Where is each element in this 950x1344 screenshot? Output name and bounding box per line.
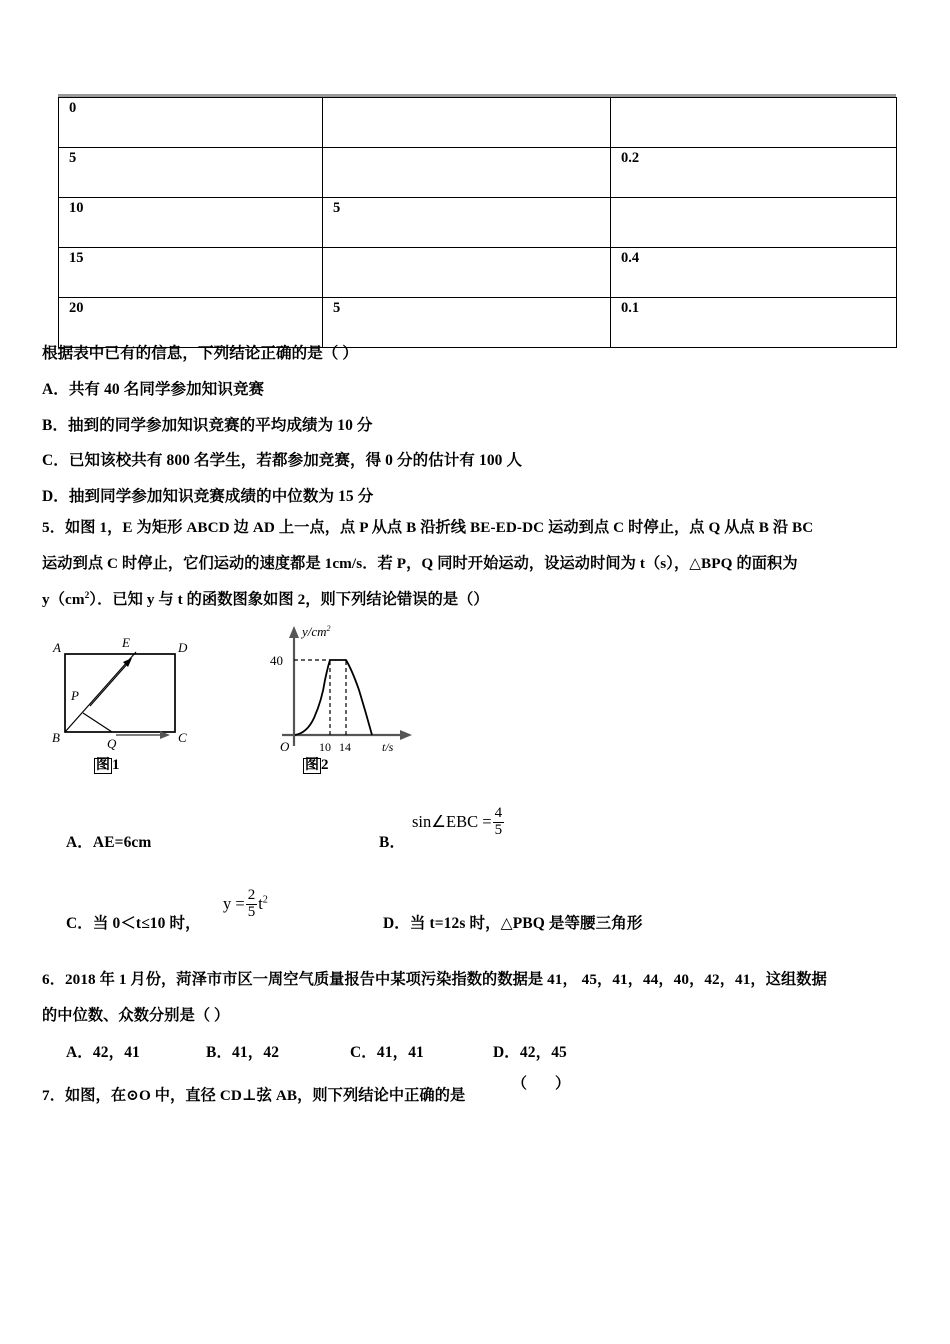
question5-option-a bbox=[66, 830, 151, 852]
rectangle-abcd bbox=[65, 654, 175, 732]
table-cell-frequency bbox=[323, 248, 611, 298]
question5-line2: 运动到点 C 时停止，它们运动的速度都是 1cm/s．若 P，Q 同时开始运动，设运动时间为 t（s），△BPQ 的面积为 bbox=[42, 555, 798, 572]
fraction-denominator: 5 bbox=[494, 821, 503, 838]
figure1-caption-prefix: 图 bbox=[96, 758, 110, 773]
question5-option-d bbox=[383, 911, 642, 933]
question5-option-c-formula-tail: t bbox=[258, 894, 263, 913]
table-cell-score: 10 bbox=[59, 198, 323, 248]
question5-option-b bbox=[379, 830, 405, 852]
question5-option-c-formula bbox=[223, 888, 268, 921]
question5-line3 bbox=[42, 588, 489, 609]
table-cell-score: 15 bbox=[59, 248, 323, 298]
question4-option-c: C．已知该校共有 800 名学生，若都参加竞赛，得 0 分的估计有 100 人 bbox=[42, 452, 523, 469]
arrow-p-path bbox=[90, 662, 129, 706]
table-row bbox=[59, 148, 897, 198]
question5-line3-a: y（cm bbox=[42, 591, 85, 608]
figure2-caption-number: 2 bbox=[321, 757, 329, 773]
fraction-numerator: 2 bbox=[247, 887, 256, 903]
question6-option-c: C．41，41 bbox=[350, 1044, 424, 1061]
table-row bbox=[59, 198, 897, 248]
table-cell-score: 5 bbox=[59, 148, 323, 198]
question4-option-a: A．共有 40 名同学参加知识竞赛 bbox=[42, 381, 265, 398]
y-axis-arrow bbox=[289, 626, 299, 638]
segment-pq bbox=[83, 713, 112, 732]
table-cell-frequency: 5 bbox=[323, 198, 611, 248]
figure1-label-c: C bbox=[178, 730, 187, 745]
question5-option-b-letter: B． bbox=[379, 834, 406, 851]
question7-paren-close: ） bbox=[555, 1076, 571, 1092]
question5-option-c-letter: C． bbox=[66, 915, 93, 932]
figure2-caption-prefix: 图 bbox=[305, 758, 319, 773]
question5-option-a-letter: A． bbox=[66, 834, 93, 851]
table-cell-rate bbox=[611, 98, 897, 148]
question6-option-d: D．42，45 bbox=[493, 1044, 567, 1061]
figure1-label-e: E bbox=[122, 635, 130, 650]
fraction-denominator: 5 bbox=[247, 903, 256, 920]
table-cell-score: 0 bbox=[59, 98, 323, 148]
question5-option-c bbox=[66, 911, 201, 933]
question7-text: 7．如图，在⊙O 中，直径 CD⊥弦 AB，则下列结论中正确的是 bbox=[42, 1087, 466, 1104]
figure2-origin-label: O bbox=[280, 739, 290, 754]
table-row bbox=[59, 98, 897, 148]
question6-option-a: A．42，41 bbox=[66, 1044, 140, 1061]
question5-option-b-formula-lead: sin∠EBC = bbox=[412, 812, 492, 831]
figure2-ytick-40: 40 bbox=[270, 653, 283, 668]
question5-option-c-formula-lead: y = bbox=[223, 894, 245, 913]
figure1-caption bbox=[94, 757, 120, 774]
x-axis-arrow bbox=[400, 730, 412, 740]
table-cell-frequency bbox=[323, 148, 611, 198]
table-row bbox=[59, 298, 897, 348]
curve-y-of-t bbox=[295, 660, 372, 735]
table-cell-frequency bbox=[323, 98, 611, 148]
question6-option-b: B．41，42 bbox=[206, 1044, 280, 1061]
question4-option-d: D．抽到同学参加知识竞赛成绩的中位数为 15 分 bbox=[42, 488, 374, 505]
question5-option-d-letter: D． bbox=[383, 915, 410, 932]
question6-line1: 6．2018 年 1 月份，菏泽市市区一周空气质量报告中某项污染指数的数据是 41， 45，41，44，40，42，41，这组数据 bbox=[42, 971, 827, 988]
question5-option-d-text: 当 t=12s 时，△PBQ 是等腰三角形 bbox=[409, 915, 643, 932]
question6-line2: 的中位数、众数分别是（ ） bbox=[42, 1007, 230, 1024]
figure1-label-b: B bbox=[52, 730, 60, 745]
question5-option-b-formula bbox=[412, 806, 505, 839]
figure1-label-q: Q bbox=[107, 736, 117, 751]
table-cell-frequency: 5 bbox=[323, 298, 611, 348]
figure1-svg bbox=[50, 622, 220, 752]
figure2-x-axis-label: t/s bbox=[382, 740, 394, 754]
figure2-svg bbox=[262, 618, 432, 758]
figure2-caption bbox=[303, 757, 329, 774]
question5-option-a-text: AE=6cm bbox=[92, 834, 152, 851]
figure1-caption-number: 1 bbox=[112, 757, 120, 773]
table-cell-rate bbox=[611, 198, 897, 248]
figure2-chart bbox=[262, 618, 432, 763]
question5-line3-superscript: 2 bbox=[84, 590, 90, 601]
figure1-label-p: P bbox=[71, 688, 79, 703]
question4-option-b: B．抽到的同学参加知识竞赛的平均成绩为 10 分 bbox=[42, 417, 373, 434]
table-row bbox=[59, 248, 897, 298]
question5-line1: 5．如图 1，E 为矩形 ABCD 边 AD 上一点，点 P 从点 B 沿折线 BE‑ED‑DC 运动到点 C 时停止，点 Q 从点 B 沿 BC bbox=[42, 519, 814, 536]
figure1-label-a: A bbox=[53, 640, 61, 655]
question5-option-c-text: 当 0＜t≤10 时， bbox=[92, 915, 201, 932]
table-cell-rate: 0.2 bbox=[611, 148, 897, 198]
table-cell-rate: 0.1 bbox=[611, 298, 897, 348]
figure2-xtick-10: 10 bbox=[319, 740, 331, 754]
figure1-label-d: D bbox=[178, 640, 188, 655]
figure2-xtick-14: 14 bbox=[339, 740, 351, 754]
frequency-distribution-table bbox=[58, 97, 897, 348]
question5-option-c-formula-tail-superscript: 2 bbox=[262, 894, 268, 906]
fraction-two-fifths bbox=[246, 888, 258, 921]
fraction-four-fifths bbox=[493, 806, 505, 839]
fraction-numerator: 4 bbox=[494, 805, 503, 821]
question7-paren-open: （ bbox=[512, 1076, 528, 1092]
table-cell-score: 20 bbox=[59, 298, 323, 348]
table-cell-rate: 0.4 bbox=[611, 248, 897, 298]
figure2-y-axis-label: $y/cm^2$ bbox=[302, 624, 331, 639]
question4-stem: 根据表中已有的信息，下列结论正确的是（ ） bbox=[42, 345, 358, 362]
figure1-diagram bbox=[50, 622, 220, 757]
question5-line3-b: ）．已知 y 与 t 的函数图象如图 2，则下列结论错误的是（） bbox=[89, 591, 489, 608]
